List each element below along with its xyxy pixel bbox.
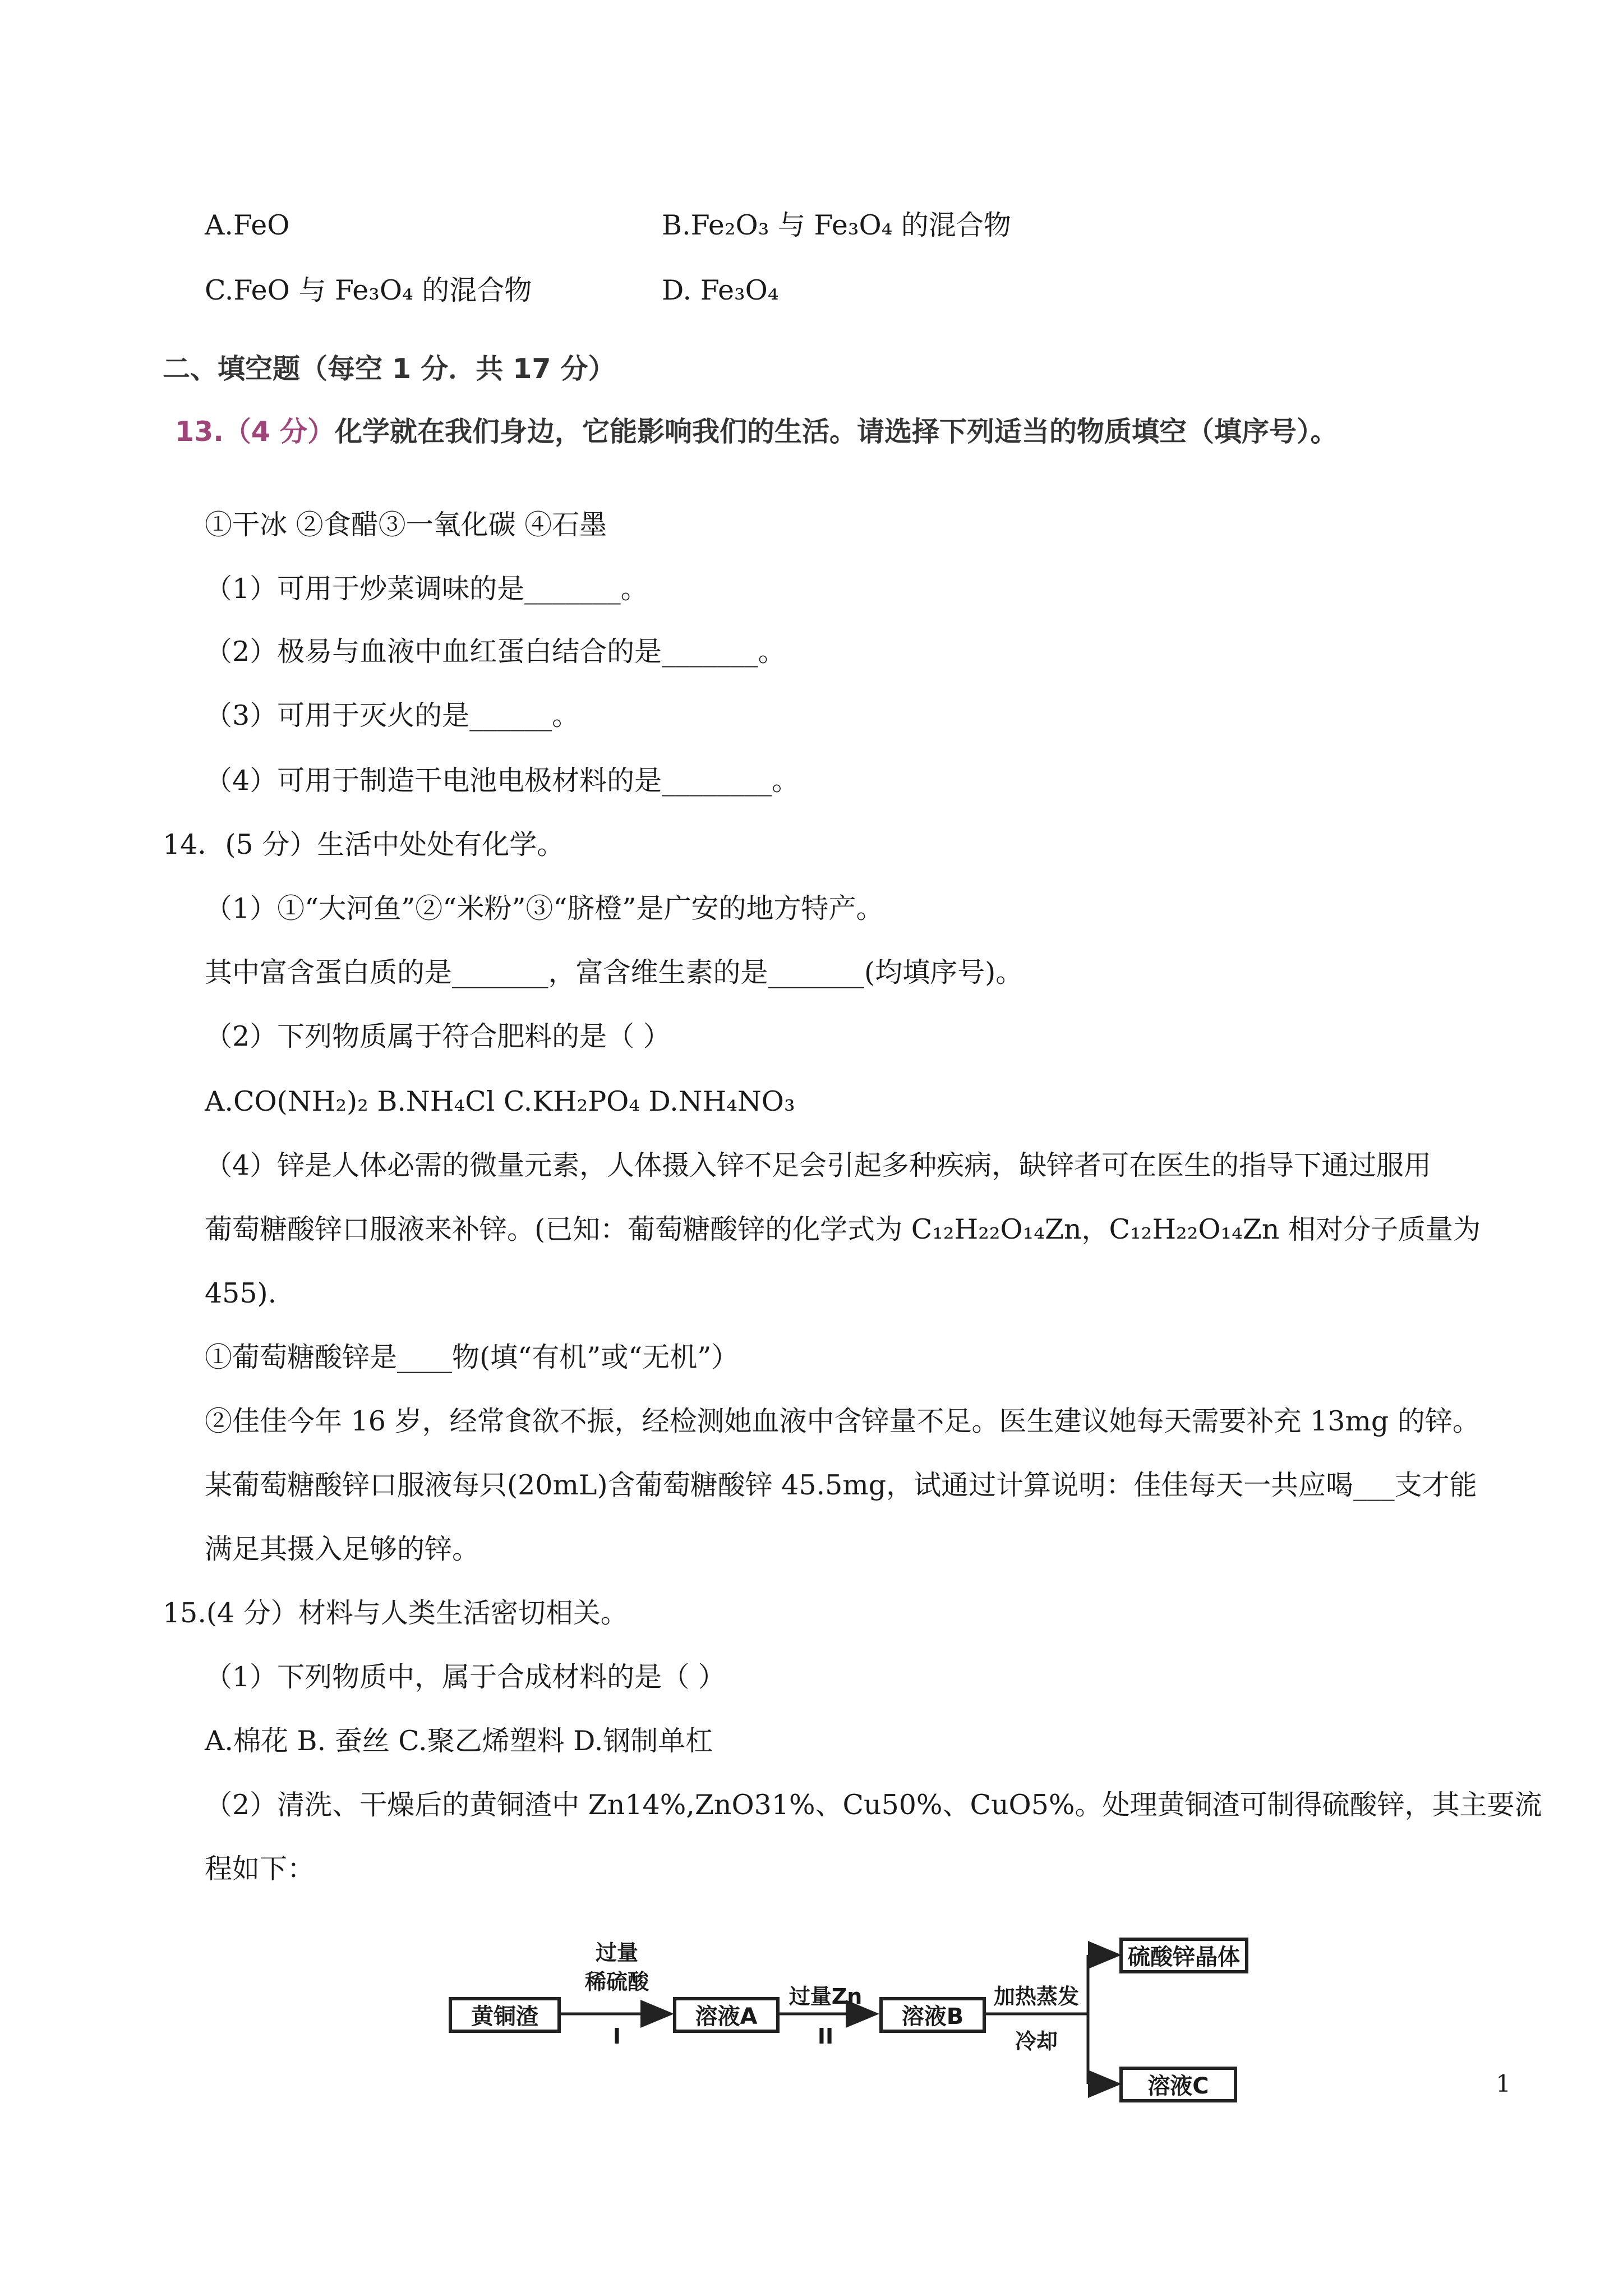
- q14-item-4: （4）锌是人体必需的微量元素，人体摄入锌不足会引起多种疾病，缺锌者可在医生的指导下通过服用: [205, 1149, 1432, 1181]
- step3-label-bot: 冷却: [1015, 2029, 1058, 2054]
- q14-item-2-options: A.CO(NH₂)₂ B.NH₄Cl C.KH₂PO₄ D.NH₄NO₃: [205, 1085, 795, 1117]
- q14-item-4-sub-1: ①葡萄糖酸锌是____物(填“有机”或“无机”）: [205, 1341, 739, 1373]
- page-number: 1: [1496, 2070, 1511, 2097]
- q13-item-3: （3）可用于灭火的是______。: [205, 700, 580, 731]
- q14-item-4-sub-2: ②佳佳今年 16 岁，经常食欲不振，经检测她血液中含锌量不足。医生建议她每天需要补充 13mg 的锌。: [205, 1405, 1480, 1437]
- option-c: C.FeO 与 Fe₃O₄ 的混合物: [205, 274, 532, 306]
- q13-item-4: （4）可用于制造干电池电极材料的是________。: [205, 765, 800, 797]
- q14-item-2: （2）下列物质属于符合肥料的是（ ）: [205, 1020, 671, 1052]
- question-13-text: 化学就在我们身边，它能影响我们的生活。请选择下列适当的物质填空（填序号）。: [334, 416, 1338, 448]
- option-b: B.Fe₂O₃ 与 Fe₃O₄ 的混合物: [662, 209, 1011, 241]
- q14-item-4-sub-2-cont: 某葡萄糖酸锌口服液每只(20mL)含葡萄糖酸锌 45.5mg，试通过计算说明：佳佳每天一共应喝___支才能: [205, 1469, 1477, 1501]
- step2-label-top: 过量Zn: [789, 1984, 863, 2009]
- q15-item-1: （1）下列物质中，属于合成材料的是（ ）: [205, 1661, 726, 1693]
- box-zinc-sulfate-crystal: 硫酸锌晶体: [1119, 1938, 1248, 1973]
- q14-item-4-sub-2-cont-2: 满足其摄入足够的锌。: [205, 1533, 480, 1565]
- box-brass-residue: 黄铜渣: [449, 1997, 561, 2033]
- q14-item-1: （1）①“大河鱼”②“米粉”③“脐橙”是广安的地方特产。: [205, 892, 884, 924]
- step1-label-bot: I: [612, 2024, 621, 2049]
- step1-label-mid: 稀硫酸: [584, 1970, 649, 1994]
- question-15-stem: 15.(4 分）材料与人类生活密切相关。: [163, 1597, 628, 1629]
- q13-options: ①干冰 ②食醋③一氧化碳 ④石墨: [205, 509, 607, 541]
- option-d: D. Fe₃O₄: [662, 274, 779, 306]
- q15-item-2-cont: 程如下：: [205, 1853, 315, 1885]
- flow-chart: [449, 1930, 1256, 2120]
- q14-item-4-cont-2: 455).: [205, 1277, 277, 1309]
- question-13-score: 13.（4 分）: [175, 416, 335, 448]
- q14-item-1-cont: 其中富含蛋白质的是_______，富含维生素的是_______(均填序号)。: [205, 956, 1023, 988]
- q13-item-2: （2）极易与血液中血红蛋白结合的是_______。: [205, 636, 786, 668]
- q13-item-1: （1）可用于炒菜调味的是_______。: [205, 573, 648, 605]
- section-heading: 二、填空题（每空 1 分．共 17 分）: [163, 353, 616, 385]
- q14-item-4-cont-1: 葡萄糖酸锌口服液来补锌。(已知：葡萄糖酸锌的化学式为 C₁₂H₂₂O₁₄Zn，C₁₂H₂₂O₁₄Zn 相对分子质量为: [205, 1213, 1481, 1245]
- box-solution-a: 溶液A: [673, 1997, 780, 2033]
- step3-label-top: 加热蒸发: [993, 1984, 1079, 2009]
- step2-label-bot: II: [817, 2024, 834, 2049]
- question-14-stem: 14．(5 分）生活中处处有化学。: [163, 829, 565, 861]
- box-solution-b: 溶液B: [879, 1997, 986, 2033]
- q15-item-1-options: A.棉花 B. 蚕丝 C.聚乙烯塑料 D.钢制单杠: [205, 1725, 713, 1757]
- question-13-stem: [175, 415, 1338, 449]
- q15-item-2: （2）清洗、干燥后的黄铜渣中 Zn14%,ZnO31%、Cu50%、CuO5%。处理黄铜渣可制得硫酸锌，其主要流: [205, 1789, 1542, 1821]
- option-a: A.FeO: [205, 209, 290, 241]
- step1-label-top: 过量: [595, 1940, 638, 1965]
- box-solution-c: 溶液C: [1119, 2067, 1237, 2102]
